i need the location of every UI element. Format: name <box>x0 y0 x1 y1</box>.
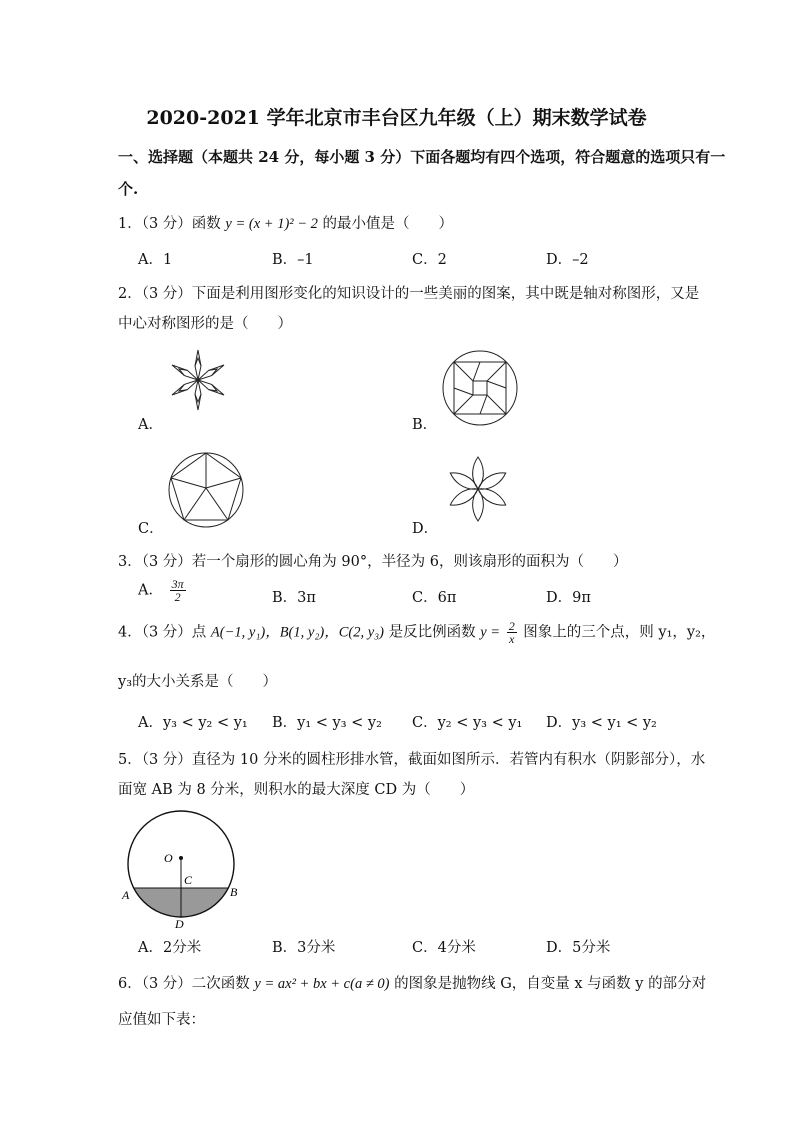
q3-option-c: C．6π <box>412 590 457 606</box>
q4-fraction-den: x <box>509 632 515 646</box>
figure-d-flower <box>438 455 518 525</box>
label-a: A <box>122 888 130 902</box>
q1-option-b: B．–1 <box>272 252 314 268</box>
q4-fraction-num: 2 <box>508 619 515 633</box>
question-2-cont: 中心对称图形的是（ ） <box>118 316 292 332</box>
label-o: O <box>164 851 173 865</box>
q1-prefix: 1．（3 分）函数 <box>118 216 221 232</box>
question-6 <box>118 972 706 993</box>
q3-option-d: D．9π <box>546 590 591 606</box>
q4-option-c: C．y₂ < y₃ < y₁ <box>412 715 523 731</box>
q3-option-b: B．3π <box>272 590 316 606</box>
q4-option-d: D．y₃ < y₁ < y₂ <box>546 715 657 731</box>
page-title: 2020-2021 学年北京市丰台区九年级（上）期末数学试卷 <box>146 107 647 129</box>
q5-option-b: B．3分米 <box>272 940 336 956</box>
question-5-cont: 面宽 AB 为 8 分米，则积水的最大深度 CD 为（ ） <box>118 782 475 798</box>
label-d: D <box>175 917 184 930</box>
q4-option-a: A．y₃ < y₂ < y₁ <box>138 715 248 731</box>
q3-option-a-label: A． <box>138 582 163 599</box>
q3-option-a <box>138 578 188 603</box>
q4-mid: 是反比例函数 <box>388 624 476 641</box>
q3-option-a-fraction <box>170 578 186 603</box>
figure-a-star <box>160 345 236 415</box>
figure-b-pinwheel <box>440 348 520 428</box>
question-2: 2．（3 分）下面是利用图形变化的知识设计的一些美丽的图案，其中既是轴对称图形，又是 <box>118 286 700 302</box>
q6-formula: y = ax² + bx + c(a ≠ 0) <box>254 976 390 992</box>
section-heading-cont: 个. <box>118 180 139 198</box>
label-c: C <box>184 873 193 887</box>
q3-fraction-den: 2 <box>174 590 181 604</box>
section-heading: 一、选择题（本题共 24 分，每小题 3 分）下面各题均有四个选项，符合题意的选项只有一 <box>118 148 726 166</box>
q6-suffix: 的图象是抛物线 G，自变量 x 与函数 y 的部分对 <box>394 976 707 992</box>
question-1 <box>118 212 453 233</box>
q5-option-d: D．5分米 <box>546 940 611 956</box>
q4-points: A(−1, y₁)，B(1, y₂)，C(2, y₃) <box>210 624 384 641</box>
q4-prefix: 4．（3 分）点 <box>118 624 207 641</box>
q6-prefix: 6．（3 分）二次函数 <box>118 976 250 992</box>
question-4 <box>118 620 715 645</box>
q3-fraction-num: 3π <box>171 577 184 591</box>
question-5: 5．（3 分）直径为 10 分米的圆柱形排水管，截面如图所示．若管内有积水（阴影部分），水 <box>118 752 706 768</box>
q4-suffix: 图象上的三个点，则 y₁，y₂， <box>523 624 716 641</box>
q2-label-c: C． <box>138 521 164 537</box>
q5-option-a: A．2分米 <box>138 940 202 956</box>
question-4-cont: y₃的大小关系是（ ） <box>118 674 278 690</box>
question-3: 3．（3 分）若一个扇形的圆心角为 90°，半径为 6，则该扇形的面积为（ ） <box>118 554 628 570</box>
q1-option-d: D．–2 <box>546 252 589 268</box>
q4-fn-y: y = <box>480 624 501 641</box>
q2-label-d: D． <box>412 521 439 537</box>
q4-fraction <box>507 620 517 645</box>
q2-label-a: A． <box>138 417 163 433</box>
q1-option-c: C．2 <box>412 252 447 268</box>
q1-option-a: A．1 <box>138 252 173 268</box>
figure-pipe-cross-section <box>118 806 248 930</box>
q2-label-b: B． <box>412 417 438 433</box>
label-b: B <box>230 885 238 899</box>
q4-option-b: B．y₁ < y₃ < y₂ <box>272 715 382 731</box>
figure-c-pentagon <box>163 450 249 530</box>
q1-formula: y = (x + 1)² − 2 <box>225 216 318 232</box>
q1-suffix: 的最小值是（ ） <box>322 216 454 232</box>
q5-option-c: C．4分米 <box>412 940 476 956</box>
question-6-cont: 应值如下表： <box>118 1012 205 1028</box>
